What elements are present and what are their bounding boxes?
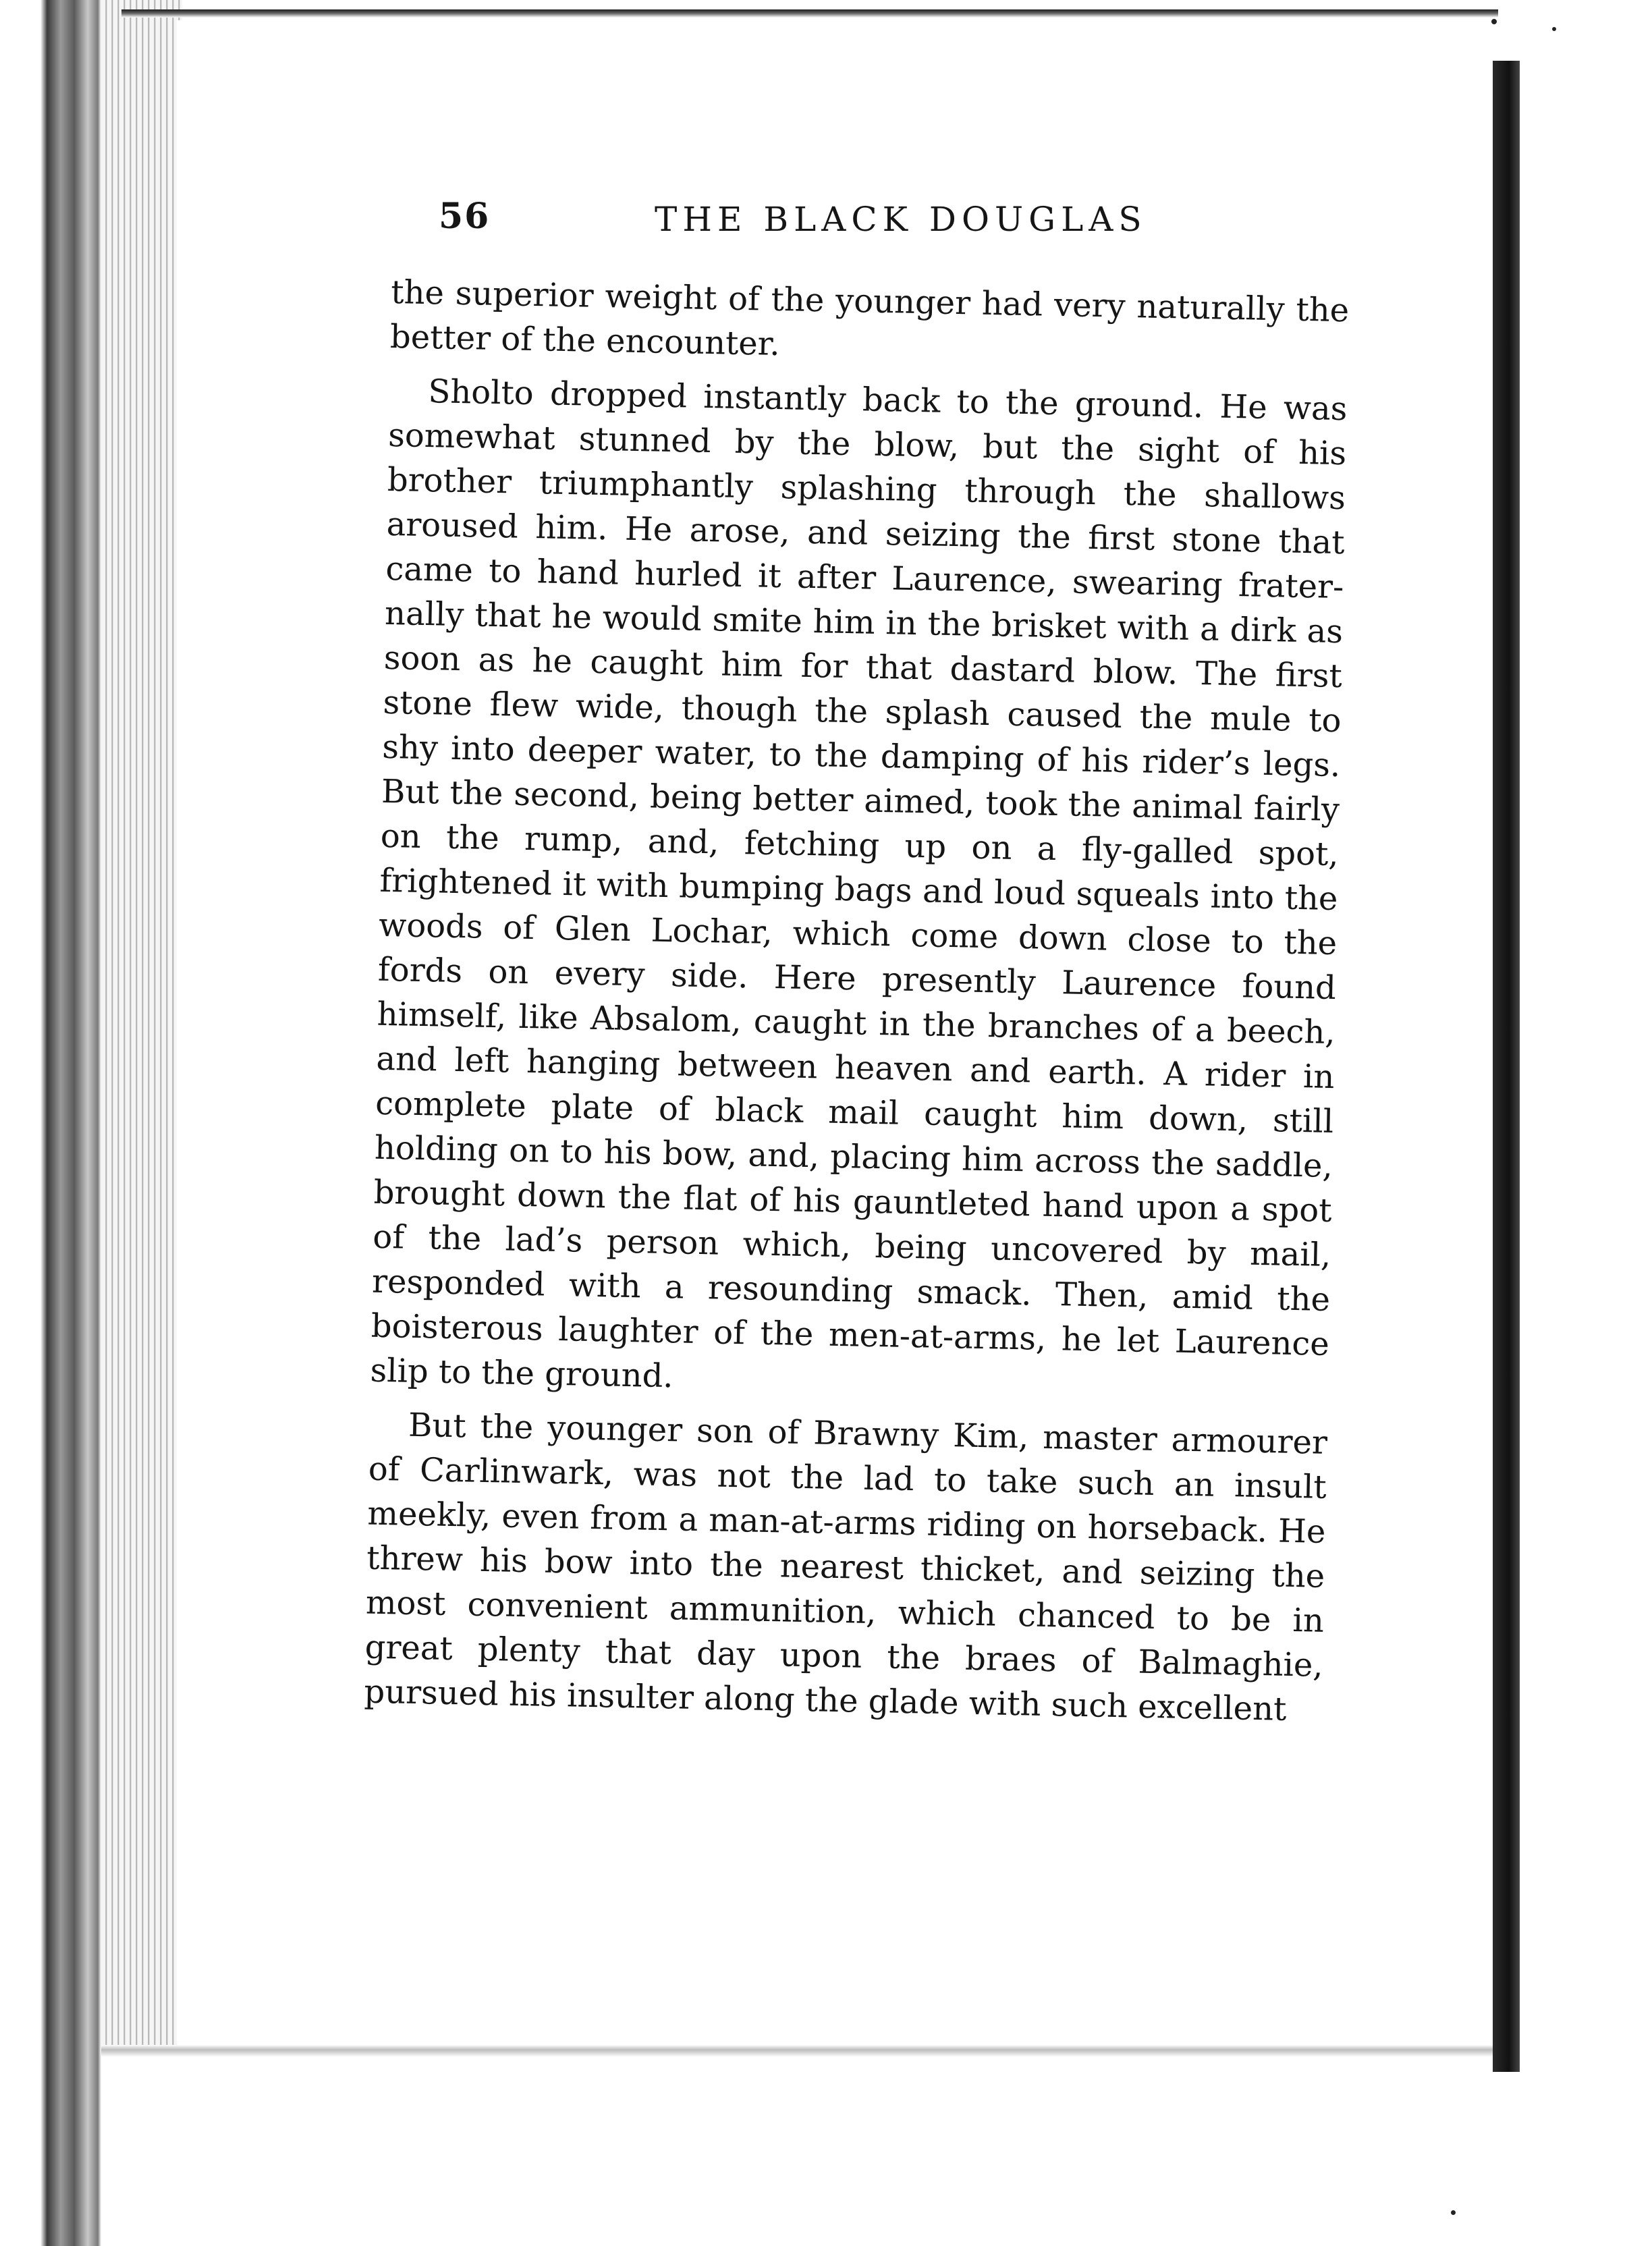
page-number: 56 <box>439 196 491 237</box>
book-gutter <box>0 0 101 2246</box>
scan-speck <box>1451 2210 1456 2215</box>
scan-speck <box>1491 19 1497 24</box>
page-bottom-edge <box>101 2045 1505 2057</box>
running-title: THE BLACK DOUGLAS <box>655 200 1147 239</box>
page-top-edge <box>121 9 1498 18</box>
paragraph: Sholto dropped instantly back to the ground. He was somewhat stunned by the blow, but the sight of his brother triumphantly splashing through the shallows aroused him. He arose, and seizing the first stone that came to hand hurled it after Laurence, swearing fraternally that he would smite him in the brisket with a dirk as soon as he caught him for that dastard blow. The first stone flew wide, though the splash caused the mule to shy into deeper water, to the damping of his rider’s legs. But the second, being better aimed, took the animal fairly on the rump, and, fetching up on a fly-galled spot, frightened it with bumping bags and loud squeals into the woods of Glen Lochar, which come down close to the fords on every side. Here presently Laurence found himself, like Absalom, caught in the branches of a beech, and left hanging between heaven and earth. A rider in complete plate of black mail caught him down, still holding on to his bow, and, placing him across the saddle, brought down the flat of his gauntleted hand upon a spot of the lad’s person which, being uncovered by mail, responded with a resounding smack. Then, amid the boisterous laughter of the men-at-arms, he let Laurence slip to the ground. <box>370 373 1348 1396</box>
paragraph-continued: the superior weight of the younger had very naturally the better of the encounter. <box>389 273 1350 364</box>
facing-page <box>1520 61 1652 2246</box>
page-stack-edges <box>101 0 182 2052</box>
scan-speck <box>1552 27 1556 31</box>
page-header <box>439 196 1383 256</box>
paragraph: But the younger son of Brawny Kim, master armourer of Carlinwark, was not the lad to take such an insult meekly, even from a man-at-arms riding on horseback. He threw his bow into the nearest thicket, and seizing the most convenient ammunition, which chanced to be in great plenty that day upon the braes of Balmaghie, pursued his insulter along the glade with such excellent <box>364 1406 1328 1728</box>
body-text <box>364 270 1350 1742</box>
facing-page-shadow <box>1493 61 1520 2072</box>
